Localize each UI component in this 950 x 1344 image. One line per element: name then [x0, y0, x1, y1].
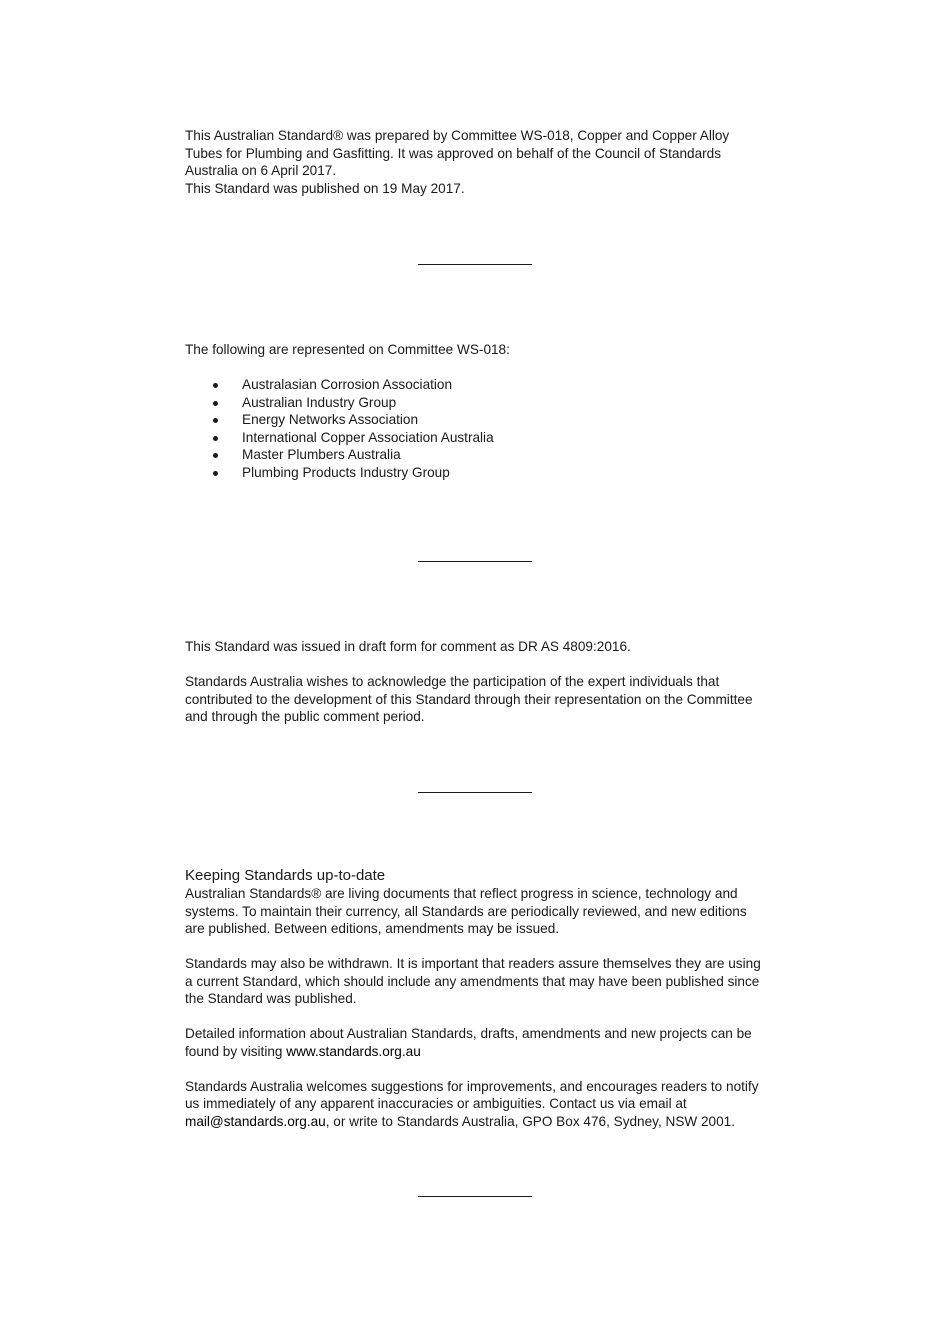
section-divider [418, 792, 532, 793]
living-documents-paragraph: Australian Standards® are living documents that reflect progress in science, technology and systems. To maintain their currency, all Standards are periodically reviewed, and new editions are published. Between editions, amendments may be issued. [185, 886, 747, 936]
list-item: Plumbing Products Industry Group [185, 464, 770, 482]
committee-section [185, 341, 770, 481]
draft-section [185, 638, 770, 726]
acknowledgement-paragraph: Standards Australia wishes to acknowledge the participation of the expert individuals that contributed to the development of this Standard through their representation on the Committee and through the public comment period. [185, 674, 753, 724]
list-item: International Copper Association Australia [185, 429, 770, 447]
list-item: Australasian Corrosion Association [185, 376, 770, 394]
list-item: Australian Industry Group [185, 394, 770, 412]
committee-member-list [185, 376, 770, 481]
section-divider [418, 561, 532, 562]
bullet-icon [213, 383, 218, 388]
publication-date-paragraph: This Standard was published on 19 May 2017. [185, 180, 465, 196]
bullet-icon [213, 418, 218, 423]
list-item: Master Plumbers Australia [185, 446, 770, 464]
detailed-info-paragraph: Detailed information about Australian Standards, drafts, amendments and new projects can be found by visiting www.standards.org.au [185, 1026, 752, 1059]
withdrawn-paragraph: Standards may also be withdrawn. It is important that readers assure themselves they are using a current Standard, which should include any amendments that may have been published since the Standard was published. [185, 956, 761, 1006]
committee-intro: The following are represented on Committee WS-018: [185, 342, 510, 357]
suggestions-paragraph: Standards Australia welcomes suggestions for improvements, and encourages readers to notify us immediately of any apparent inaccuracies or ambiguities. Contact us via email at mail@standards.org.au, or write to Standards Australia, GPO Box 476, Sydney, NSW 2001. [185, 1078, 759, 1129]
section-heading: Keeping Standards up-to-date [185, 867, 386, 884]
bullet-icon [213, 471, 218, 476]
bullet-icon [213, 401, 218, 406]
draft-issued-paragraph: This Standard was issued in draft form for comment as DR AS 4809:2016. [185, 639, 631, 654]
section-divider [418, 1196, 532, 1197]
bullet-icon [213, 436, 218, 441]
preparation-section [185, 127, 770, 197]
website-link[interactable]: www.standards.org.au [286, 1043, 421, 1059]
section-divider [418, 264, 532, 265]
email-link[interactable]: mail@standards.org.au [185, 1113, 326, 1129]
preparation-paragraph: This Australian Standard® was prepared by Committee WS-018, Copper and Copper Alloy Tubes for Plumbing and Gasfitting. It was approved on behalf of the Council of Standards Australia on 6 April 2017. [185, 128, 730, 178]
list-item: Energy Networks Association [185, 411, 770, 429]
keeping-standards-section [185, 867, 770, 1130]
bullet-icon [213, 453, 218, 458]
